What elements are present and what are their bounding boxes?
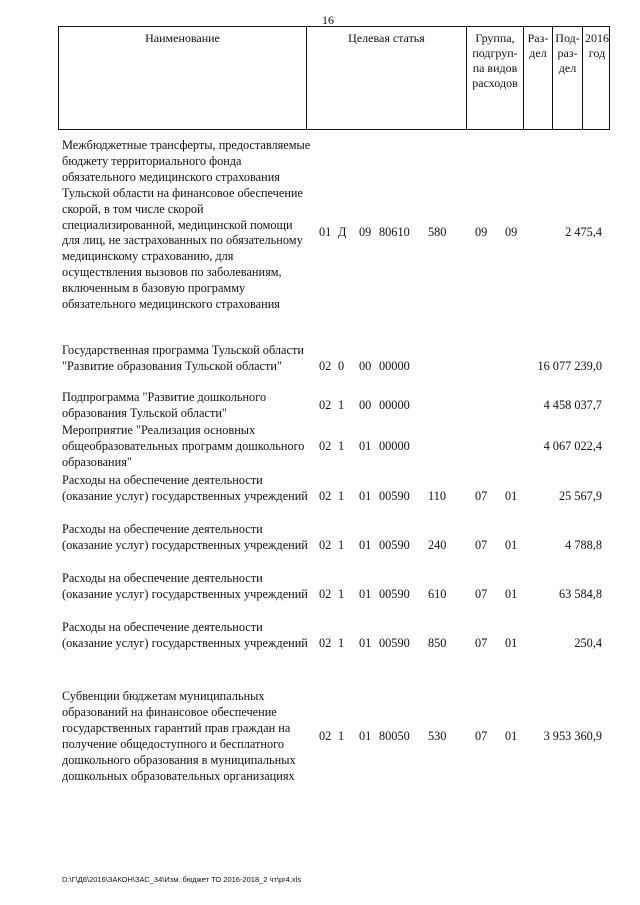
- row-name: Субвенции бюджетам муниципальных образований на финансовое обеспечение государственных гарантий прав граждан на получение общедоступного и бесплатного дошкольного образования в муниципальных дошкольных образовательных организациях: [62, 689, 296, 783]
- row-t2: 1: [338, 729, 345, 743]
- row-group: 530: [428, 729, 447, 743]
- row-t4: 00590: [379, 538, 410, 552]
- row-subsection: 01: [505, 636, 518, 650]
- row-section: 07: [475, 538, 488, 552]
- row-t2: Д: [338, 225, 347, 239]
- row-subsection: 01: [505, 489, 518, 503]
- row-t4: 00590: [379, 587, 410, 601]
- row-group: 580: [428, 225, 447, 239]
- table-row: [62, 390, 610, 422]
- row-t2: 1: [338, 587, 345, 601]
- row-t2: 1: [338, 398, 345, 412]
- row-t1: 02: [319, 489, 332, 503]
- row-t4: 00000: [379, 439, 410, 453]
- row-section: 07: [475, 636, 488, 650]
- row-t1: 02: [319, 439, 332, 453]
- row-amount: 250,4: [574, 636, 602, 650]
- row-t3: 01: [359, 729, 372, 743]
- row-t2: 1: [338, 538, 345, 552]
- row-amount: 2 475,4: [565, 225, 602, 239]
- table-row: [62, 423, 610, 471]
- row-section: 07: [475, 489, 488, 503]
- row-name: Мероприятие "Реализация основных общеобразовательных программ дошкольного образования": [62, 423, 305, 469]
- row-name: Расходы на обеспечение деятельности (оказание услуг) государственных учреждений: [62, 473, 308, 503]
- row-t1: 02: [319, 398, 332, 412]
- row-t4: 00590: [379, 489, 410, 503]
- row-t3: 09: [359, 225, 372, 239]
- row-amount: 16 077 239,0: [537, 359, 602, 373]
- header-subsection: Под- раз- дел: [553, 27, 583, 129]
- row-t1: 02: [319, 587, 332, 601]
- row-t1: 02: [319, 636, 332, 650]
- row-section: 09: [475, 225, 488, 239]
- row-group: 110: [428, 489, 446, 503]
- table-row: [62, 571, 610, 619]
- table-row: [62, 473, 610, 521]
- row-subsection: 01: [505, 729, 518, 743]
- table-row: [62, 343, 610, 391]
- header-section: Раз- дел: [524, 27, 553, 129]
- row-group: 240: [428, 538, 447, 552]
- table-row: [62, 620, 610, 668]
- row-t3: 01: [359, 636, 372, 650]
- row-amount: 4 067 022,4: [543, 439, 602, 453]
- row-name: Государственная программа Тульской области "Развитие образования Тульской области": [62, 343, 304, 373]
- row-t4: 80610: [379, 225, 410, 239]
- row-t4: 80050: [379, 729, 410, 743]
- row-t4: 00000: [379, 398, 410, 412]
- page-number: 16: [322, 13, 334, 27]
- row-t4: 00000: [379, 359, 410, 373]
- row-amount: 4 458 037,7: [543, 398, 602, 412]
- row-t3: 01: [359, 489, 372, 503]
- header-year: 2016 год: [585, 31, 609, 60]
- row-amount: 25 567,9: [558, 489, 602, 503]
- row-name: Подпрограмма "Развитие дошкольного образования Тульской области": [62, 390, 267, 420]
- row-t1: 02: [319, 729, 332, 743]
- table-row: [62, 138, 610, 328]
- row-t1: 01: [319, 225, 332, 239]
- row-name: Расходы на обеспечение деятельности (оказание услуг) государственных учреждений: [62, 620, 308, 650]
- header-group: Группа, подгруп- па видов расходов: [467, 27, 524, 129]
- row-t1: 02: [319, 538, 332, 552]
- table-header: [58, 26, 610, 130]
- row-t3: 01: [359, 439, 372, 453]
- file-path-footer: D:\Г\Д6\2016\ЗАКОН\ЗАС_34\Изм. бюджет ТО 2016-2018_2 чт\pr4.xls: [62, 875, 302, 884]
- row-t3: 01: [359, 538, 372, 552]
- row-group: 850: [428, 636, 447, 650]
- header-name: Наименование: [59, 27, 307, 129]
- row-t3: 00: [359, 398, 372, 412]
- row-t1: 02: [319, 359, 332, 373]
- row-amount: 3 953 360,9: [543, 729, 602, 743]
- row-t2: 1: [338, 636, 345, 650]
- row-t3: 00: [359, 359, 372, 373]
- row-t4: 00590: [379, 636, 410, 650]
- row-subsection: 01: [505, 587, 518, 601]
- row-name: Расходы на обеспечение деятельности (оказание услуг) государственных учреждений: [62, 571, 308, 601]
- row-name: Расходы на обеспечение деятельности (оказание услуг) государственных учреждений: [62, 522, 308, 552]
- row-t2: 1: [338, 439, 345, 453]
- table-row: [62, 689, 610, 785]
- row-t2: 1: [338, 489, 345, 503]
- row-subsection: 01: [505, 538, 518, 552]
- row-amount: 63 584,8: [558, 587, 602, 601]
- header-target: Целевая статья: [307, 27, 467, 129]
- row-amount: 4 788,8: [565, 538, 602, 552]
- row-section: 07: [475, 587, 488, 601]
- row-group: 610: [428, 587, 447, 601]
- row-section: 07: [475, 729, 488, 743]
- table-row: [62, 522, 610, 570]
- row-t2: 0: [338, 359, 345, 373]
- row-t3: 01: [359, 587, 372, 601]
- row-name: Межбюджетные трансферты, предоставляемые бюджету территориального фонда обязательного медицинского страхования Тульской области на финансовое обеспечение скорой, в том числе скорой специализированной, медицинской помощи для лиц, не застрахованных по обязательному медицинскому страхованию, для осуществления вызовов по заболеваниям, включенным в базовую программу обязательного медицинского страхования: [62, 138, 311, 312]
- row-subsection: 09: [505, 225, 518, 239]
